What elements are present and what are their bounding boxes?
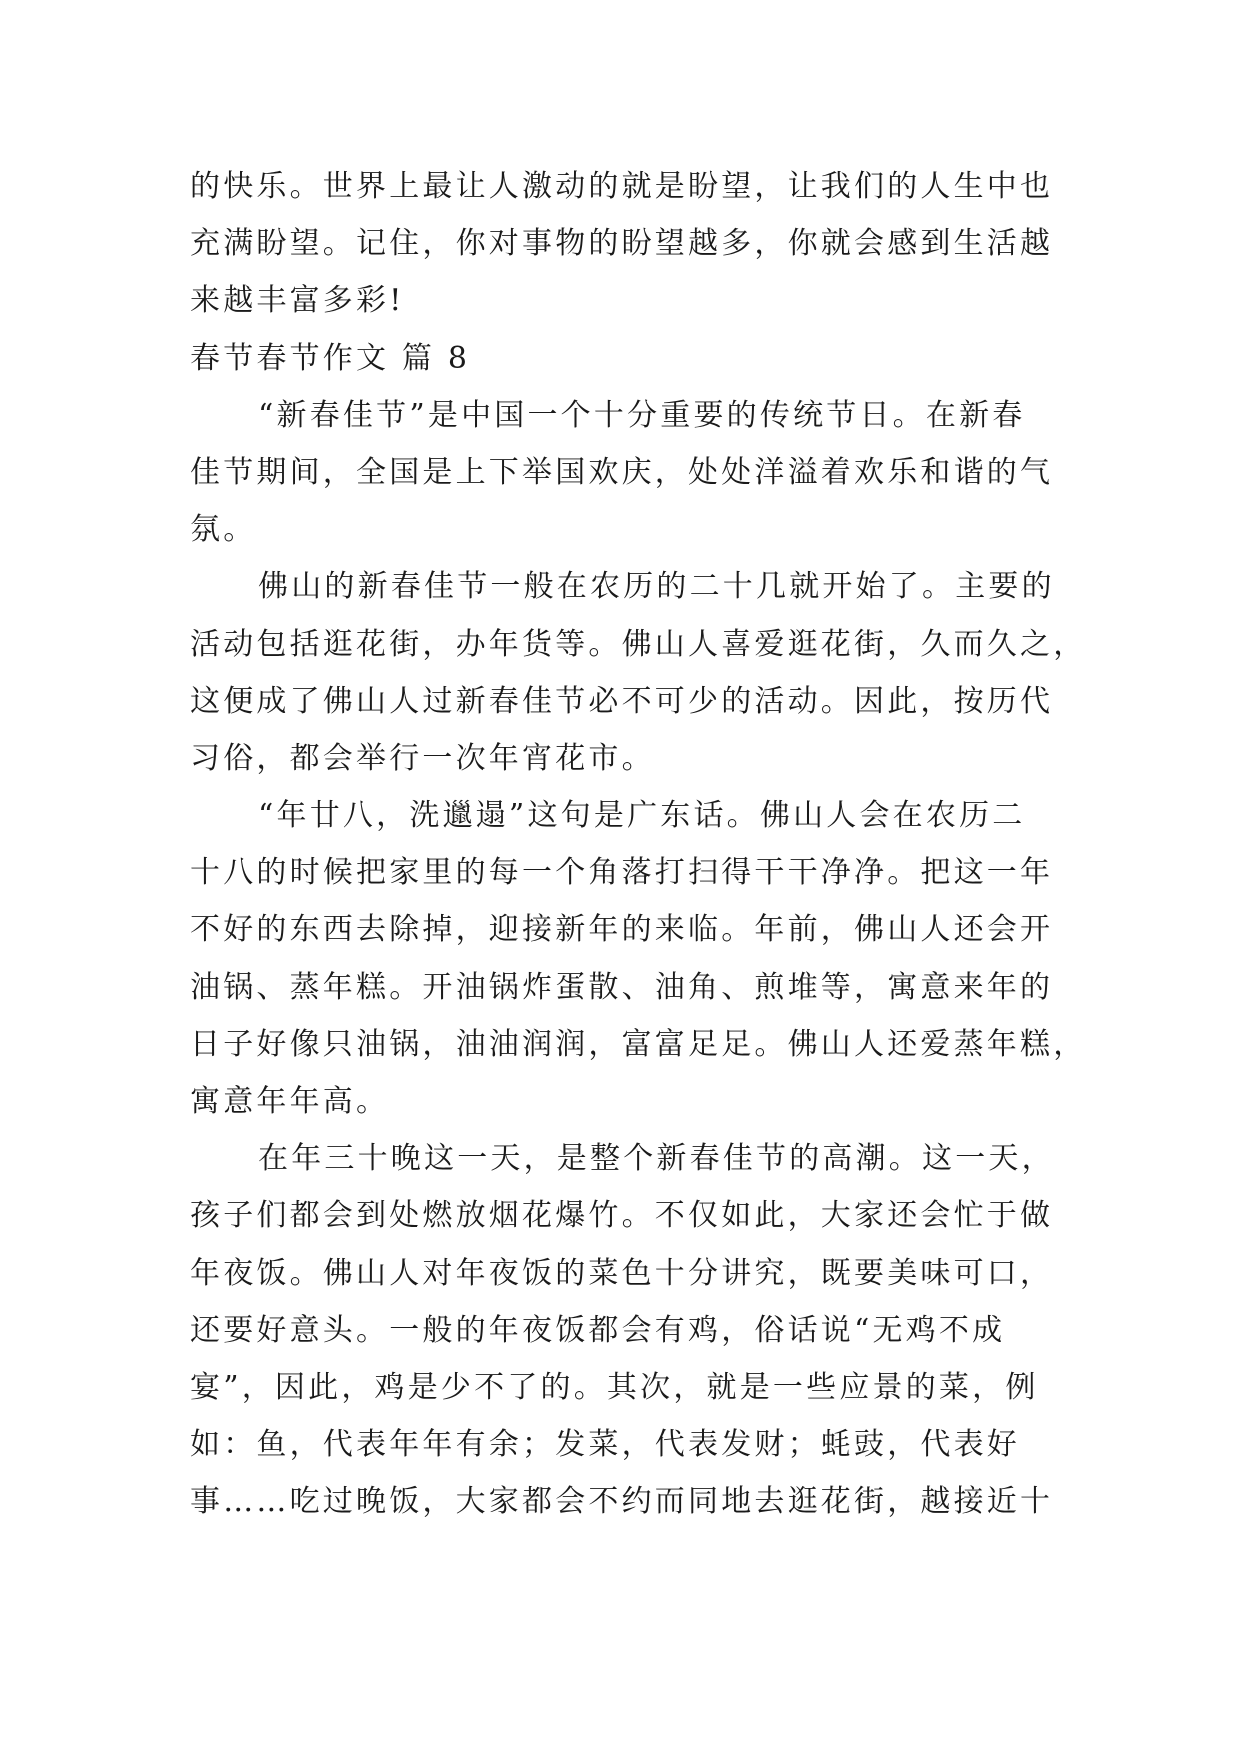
paragraph-line: 不好的东西去除掉，迎接新年的来临。年前，佛山人还会开	[190, 912, 1054, 948]
intro-line: 的快乐。世界上最让人激动的就是盼望，让我们的人生中也	[190, 169, 1054, 204]
document-body	[190, 158, 1087, 1531]
paragraph-line: 在年三十晚这一天，是整个新春佳节的高潮。这一天，	[258, 1141, 1055, 1177]
paragraph-line: “年廿八，洗邋遢”这句是广东话。佛山人会在农历二	[258, 798, 1026, 834]
paragraph-1	[190, 387, 1054, 559]
paragraph-line: 十八的时候把家里的每一个角落打扫得干干净净。把这一年	[190, 855, 1054, 891]
paragraph-line: 还要好意头。一般的年夜饭都会有鸡，俗话说“无鸡不成	[190, 1312, 1006, 1348]
paragraph-line: 氛。	[190, 512, 257, 548]
intro-line: 来越丰富多彩!	[190, 283, 405, 319]
paragraph-2	[190, 558, 1087, 787]
paragraph-line: 孩子们都会到处燃放烟花爆竹。不仅如此，大家还会忙于做	[190, 1198, 1054, 1234]
paragraph-3	[190, 787, 1087, 1130]
paragraph-line: “新春佳节”是中国一个十分重要的传统节日。在新春	[258, 397, 1026, 433]
section-heading: 春节春节作文 篇 8	[190, 340, 471, 376]
intro-line: 充满盼望。记住，你对事物的盼望越多，你就会感到生活越	[190, 226, 1054, 262]
paragraph-line: 这便成了佛山人过新春佳节必不可少的活动。因此，按历代	[190, 683, 1054, 719]
paragraph-line: 宴”，因此，鸡是少不了的。其次，就是一些应景的菜，例	[190, 1369, 1039, 1405]
paragraph-line: 日子好像只油锅，油油润润，富富足足。佛山人还爱蒸年糕，	[190, 1026, 1087, 1062]
paragraph-line: 年夜饭。佛山人对年夜饭的菜色十分讲究，既要美味可口，	[190, 1255, 1054, 1291]
paragraph-line: 活动包括逛花街，办年货等。佛山人喜爱逛花街，久而久之，	[190, 626, 1087, 662]
paragraph-line: 佳节期间，全国是上下举国欢庆，处处洋溢着欢乐和谐的气	[190, 454, 1054, 490]
paragraph-line: 油锅、蒸年糕。开油锅炸蛋散、油角、煎堆等，寓意来年的	[190, 969, 1054, 1005]
paragraph-line: 寓意年年高。	[190, 1084, 390, 1119]
paragraph-line: 事……吃过晚饭，大家都会不约而同地去逛花街，越接近十	[190, 1484, 1054, 1520]
paragraph-line: 如：鱼，代表年年有余；发菜，代表发财；蚝豉，代表好	[190, 1427, 1020, 1463]
paragraph-line: 习俗，都会举行一次年宵花市。	[190, 740, 655, 776]
paragraph-line: 佛山的新春佳节一般在农历的二十几就开始了。主要的	[258, 569, 1055, 605]
paragraph-4	[190, 1130, 1055, 1530]
